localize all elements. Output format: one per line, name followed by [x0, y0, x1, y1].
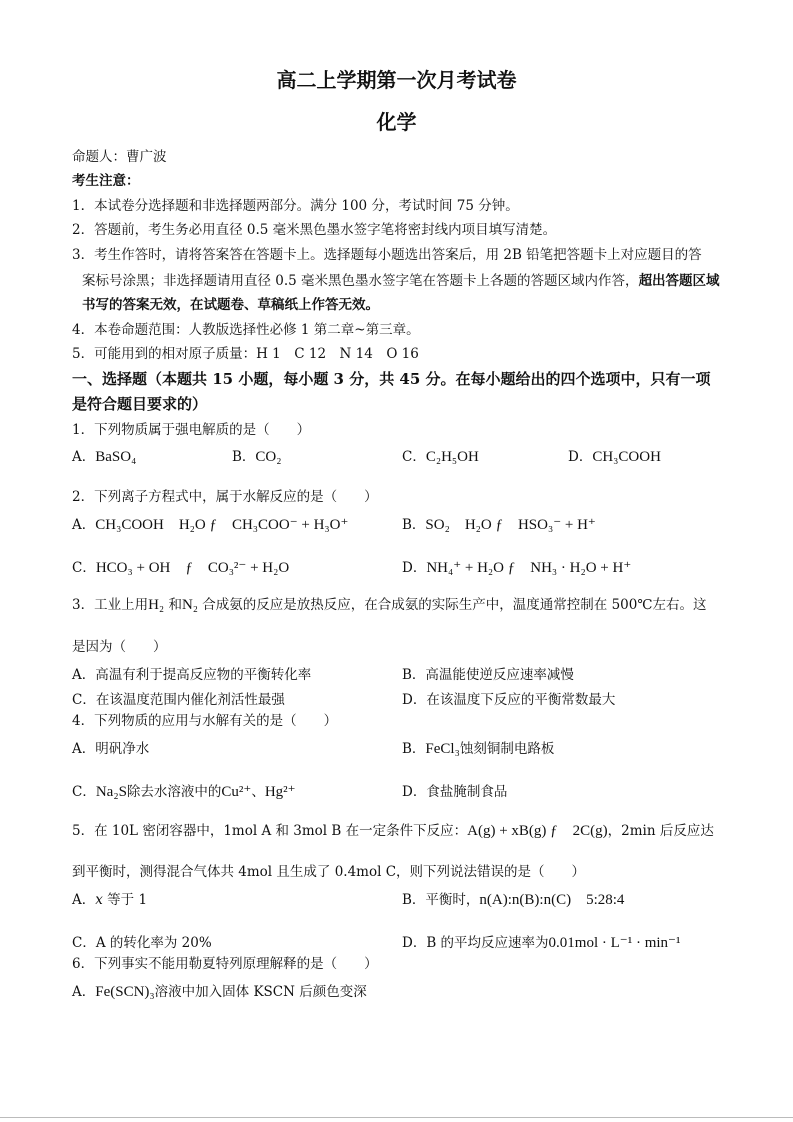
q6-stem: 6．下列事实不能用勒夏特列原理解释的是（ ）	[72, 956, 378, 972]
q3-option-c: C．在该温度范围内催化剂活性最强	[72, 692, 285, 708]
notice-2: 2．答题前，考生务必用直径 0.5 毫米黑色墨水签字笔将密封线内项目填写清楚。	[72, 222, 557, 238]
section-heading-cont: 是符合题目要求的）	[72, 395, 208, 413]
q5-d-formula: 0.01mol · L⁻¹ · min⁻¹	[548, 935, 681, 951]
notice-4: 4．本卷命题范围：人教版选择性必修 1 第二章~第三章。	[72, 322, 420, 338]
q2-d-formula: NH₄⁺ + H₂O ƒ NH₃ · H₂O + H⁺	[426, 560, 632, 576]
notice-heading: 考生注意：	[72, 173, 140, 189]
q3-n2: N₂	[181, 597, 199, 613]
q4-b-text: 蚀刻铜制电路板	[459, 741, 555, 757]
q5-stem-b: ，2min 后反应达	[607, 823, 714, 839]
q6-a-formula: Fe(SCN)₃	[95, 984, 155, 1000]
q5-b-label: B．平衡时，	[402, 892, 480, 908]
q1-option-c	[402, 445, 479, 466]
notice-3-plain: 案标号涂黑；非选择题请用直径 0.5 毫米黑色墨水签字笔在答题卡上各题的答题区域内作答，	[82, 273, 639, 289]
q5-option-d	[402, 931, 680, 952]
q1-c-label: C．	[402, 449, 426, 465]
q2-b-formula: SO₂ H₂O ƒ HSO₃⁻ + H⁺	[425, 517, 596, 533]
q5-equation: A(g) + xB(g) ƒ 2C(g)	[467, 823, 608, 839]
notice-1: 1．本试卷分选择题和非选择题两部分。满分 100 分，考试时间 75 分钟。	[72, 198, 519, 214]
q4-stem: 4．下列物质的应用与水解有关的是（ ）	[72, 713, 338, 729]
q5-a-label: A．	[72, 892, 96, 908]
notice-3-bold-cont: 书写的答案无效，在试题卷、草稿纸上作答无效。	[82, 297, 379, 313]
notice-3-bold: 超出答题区域	[638, 273, 720, 289]
q1-d-formula: CH₃COOH	[592, 449, 661, 465]
q1-stem: 1．下列物质属于强电解质的是（ ）	[72, 422, 311, 438]
q3-stem-cont: 是因为（ ）	[72, 639, 167, 655]
page-bottom-rule	[0, 1117, 793, 1118]
q5-option-a	[72, 888, 147, 908]
exam-title: 高二上学期第一次月考试卷	[276, 68, 517, 92]
q4-c-formula: Na₂S	[95, 784, 127, 800]
section-heading: 一、选择题（本题共 15 小题，每小题 3 分，共 45 分。在每小题给出的四个选项中，只有一项	[72, 370, 711, 388]
q2-c-formula: HCO₃ + OH ƒ CO₃²⁻ + H₂O	[95, 560, 290, 576]
q1-option-d	[568, 445, 661, 466]
q4-b-formula: FeCl₃	[425, 741, 460, 757]
notice-5: 5．可能用到的相对原子质量：H 1 C 12 N 14 O 16	[72, 346, 419, 362]
q3-h2: H₂	[148, 597, 165, 613]
q4-c-ion2: Hg²⁺	[264, 784, 296, 800]
notice-3: 3．考生作答时，请将答案答在答题卡上。选择题每小题选出答案后，用 2B 铅笔把答题卡上对应题目的答	[72, 247, 702, 263]
q3-stem	[72, 596, 706, 614]
q2-a-formula: CH₃COOH H₂O ƒ CH₃COO⁻ + H₃O⁺	[95, 517, 349, 533]
q5-stem	[72, 822, 714, 840]
q3-option-b: B．高温能使逆反应速率减慢	[402, 667, 574, 683]
q3-option-a: A．高温有利于提高反应物的平衡转化率	[72, 667, 312, 683]
q5-b-formula: n(A):n(B):n(C) 5:28:4	[479, 892, 625, 908]
q5-stem-cont: 到平衡时，测得混合气体共 4mol 且生成了 0.4mol C，则下列说法错误的是（ ）	[72, 864, 586, 880]
q2-b-label: B．	[402, 517, 426, 533]
q2-option-b	[402, 513, 596, 534]
q3-stem-a: 3．工业上用	[72, 597, 149, 613]
q1-b-formula: CO₂	[255, 449, 282, 465]
q6-a-text: 溶液中加入固体 KSCN 后颜色变深	[154, 984, 367, 1000]
q4-option-d: D．食盐腌制食品	[402, 784, 508, 800]
q2-option-d	[402, 556, 631, 577]
q2-a-label: A．	[72, 517, 96, 533]
q1-a-formula: BaSO₄	[95, 449, 137, 465]
q5-stem-a: 5．在 10L 密闭容器中，1mol A 和 3mol B 在一定条件下反应：	[72, 823, 468, 839]
q4-c-sep: 、	[251, 784, 265, 800]
q1-a-label: A．	[72, 449, 96, 465]
q1-option-a	[72, 445, 136, 466]
notice-3-cont	[82, 272, 720, 290]
q2-option-a	[72, 513, 348, 534]
q1-d-label: D．	[568, 449, 593, 465]
q4-option-b	[402, 737, 554, 758]
q1-option-b	[232, 445, 282, 466]
q5-d-label: D．B 的平均反应速率为	[402, 935, 549, 951]
q3-stem-b: 合成氨的反应是放热反应，在合成氨的实际生产中，温度通常控制在 500℃左右。这	[198, 597, 707, 613]
q4-c-label: C．	[72, 784, 96, 800]
q2-d-label: D．	[402, 560, 427, 576]
q1-c-formula: C₂H₅OH	[425, 449, 479, 465]
q1-b-label: B．	[232, 449, 256, 465]
author-line: 命题人：曹广波	[72, 149, 167, 165]
q6-a-label: A．	[72, 984, 96, 1000]
q5-a-text: 等于 1	[102, 892, 148, 908]
q2-c-label: C．	[72, 560, 96, 576]
q4-b-label: B．	[402, 741, 426, 757]
q3-and: 和	[164, 597, 182, 613]
q4-c-ion1: Cu²⁺	[221, 784, 252, 800]
q5-a-var: x	[95, 892, 103, 908]
q3-option-d: D．在该温度下反应的平衡常数最大	[402, 692, 616, 708]
q2-stem: 2．下列离子方程式中，属于水解反应的是（ ）	[72, 489, 378, 505]
q5-option-b	[402, 888, 624, 909]
q4-option-a: A．明矾净水	[72, 741, 150, 757]
q2-option-c	[72, 556, 289, 577]
q4-option-c	[72, 780, 296, 801]
subject-title: 化学	[376, 110, 417, 134]
q5-option-c: C．A 的转化率为 20%	[72, 935, 212, 951]
q4-c-text: 除去水溶液中的	[126, 784, 222, 800]
q6-option-a	[72, 980, 367, 1001]
